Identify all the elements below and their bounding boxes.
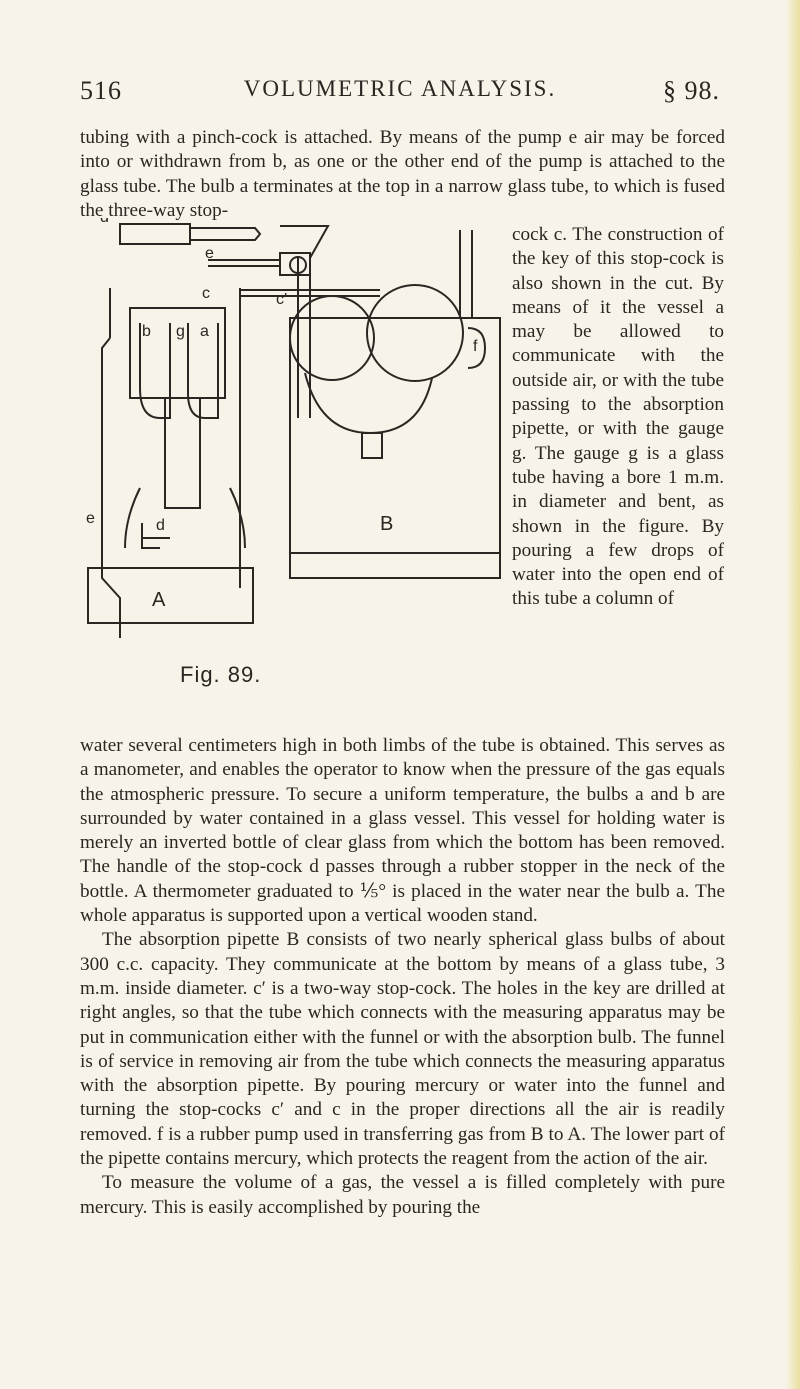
paragraph-measure: To measure the volume of a gas, the vessel a is filled completely with pure mercury. This is easily accomplished by pouring the [80,1172,725,1218]
label-A: A [152,589,166,611]
apparatus-diagram [80,218,520,708]
stopcock-d-handle [120,224,190,244]
bulb-frame [130,308,225,398]
label-d-top [100,218,109,226]
stand-B-base [290,553,500,578]
figure-caption: Fig. 89. [180,662,262,687]
stopcock-d-key [190,228,260,240]
label-e-top: e [205,245,214,262]
label-e-side: e [86,510,95,527]
tube-e [208,260,280,266]
intro-paragraph-block [80,126,725,223]
figure-89 [80,218,520,708]
label-B: B [380,513,394,535]
side-column [512,223,724,612]
label-d-inner: d [156,517,165,534]
side-column-text: cock c. The construction of the key of this stop-cock is also shown in the cut. By means of it the vessel a may be allowed to communicate with the outside air, or with the tube passing to the absorption pipette, or with the gauge g. The gauge g is a glass tube having a bore 1 m.m. in diameter and bent, as shown in the figure. By pouring a few drops of water into the open end of this tube a column of [512,224,724,610]
paragraph-pipette: The absorption pipette B consists of two nearly spherical glass bulbs of about 300 c.c. capacity. They communicate at the bottom by means of a glass tube, 3 m.m. inside diameter. c′ is a two-way stop-cock. The holes in the key are drilled at right angles, so that the tube which connects with the measuring apparatus may be put in communication either with the funnel or with the absorption bulb. The funnel is of service in removing air from the tube which connects the measuring apparatus with the absorption pipette. By pouring mercury or water into the funnel and turning the stop-cocks c′ and c in the proper directions all the air is readily removed. f is a rubber pump used in transferring gas from B to A. The lower part of the pipette contains mercury, which protects the reagent from the action of the air. [80,929,725,1170]
label-c: c [202,285,210,302]
intro-paragraph: tubing with a pinch-cock is attached. By means of the pump e air may be forced into or withdrawn from b, as one or the other end of the pump is attached to the glass tube. The bulb a terminates at the top in a narrow glass tube, to which is fused the three-way stop- [80,127,725,221]
label-a: a [200,323,209,340]
paragraph-continued: water several centimeters high in both limbs of the tube is obtained. This serves as a manometer, and enables the operator to know when the pressure of the gas equals the atmospheric pressure. To secure a uniform temperature, the bulbs a and b are surrounded by water contained in a glass vessel. This vessel for holding water is merely an inverted bottle of clear glass from which the bottom has been removed. The handle of the stop-cock d passes through a rubber stopper in the neck of the bottle. A thermometer graduated to ⅕° is placed in the water near the bulb a. The whole apparatus is supported upon a vertical wooden stand. [80,735,725,927]
pipette-left-bulb [290,296,374,380]
stand-rod [460,230,472,318]
page-edge [786,0,800,1389]
pipette-bottom-valve [362,433,382,458]
running-title: VOLUMETRIC ANALYSIS. [243,76,557,101]
pipette-connecting-tube [305,373,432,433]
label-c-prime: c′ [276,291,287,308]
label-b: b [142,323,151,340]
stand-A [88,568,253,623]
label-f: f [473,338,478,355]
page-number: 516 [80,76,122,105]
stand-B [290,318,500,553]
label-g: g [176,323,185,340]
section-number: § 98. [663,76,720,105]
main-text [80,734,725,1220]
running-header [80,76,720,112]
pipette-right-bulb [367,285,463,381]
